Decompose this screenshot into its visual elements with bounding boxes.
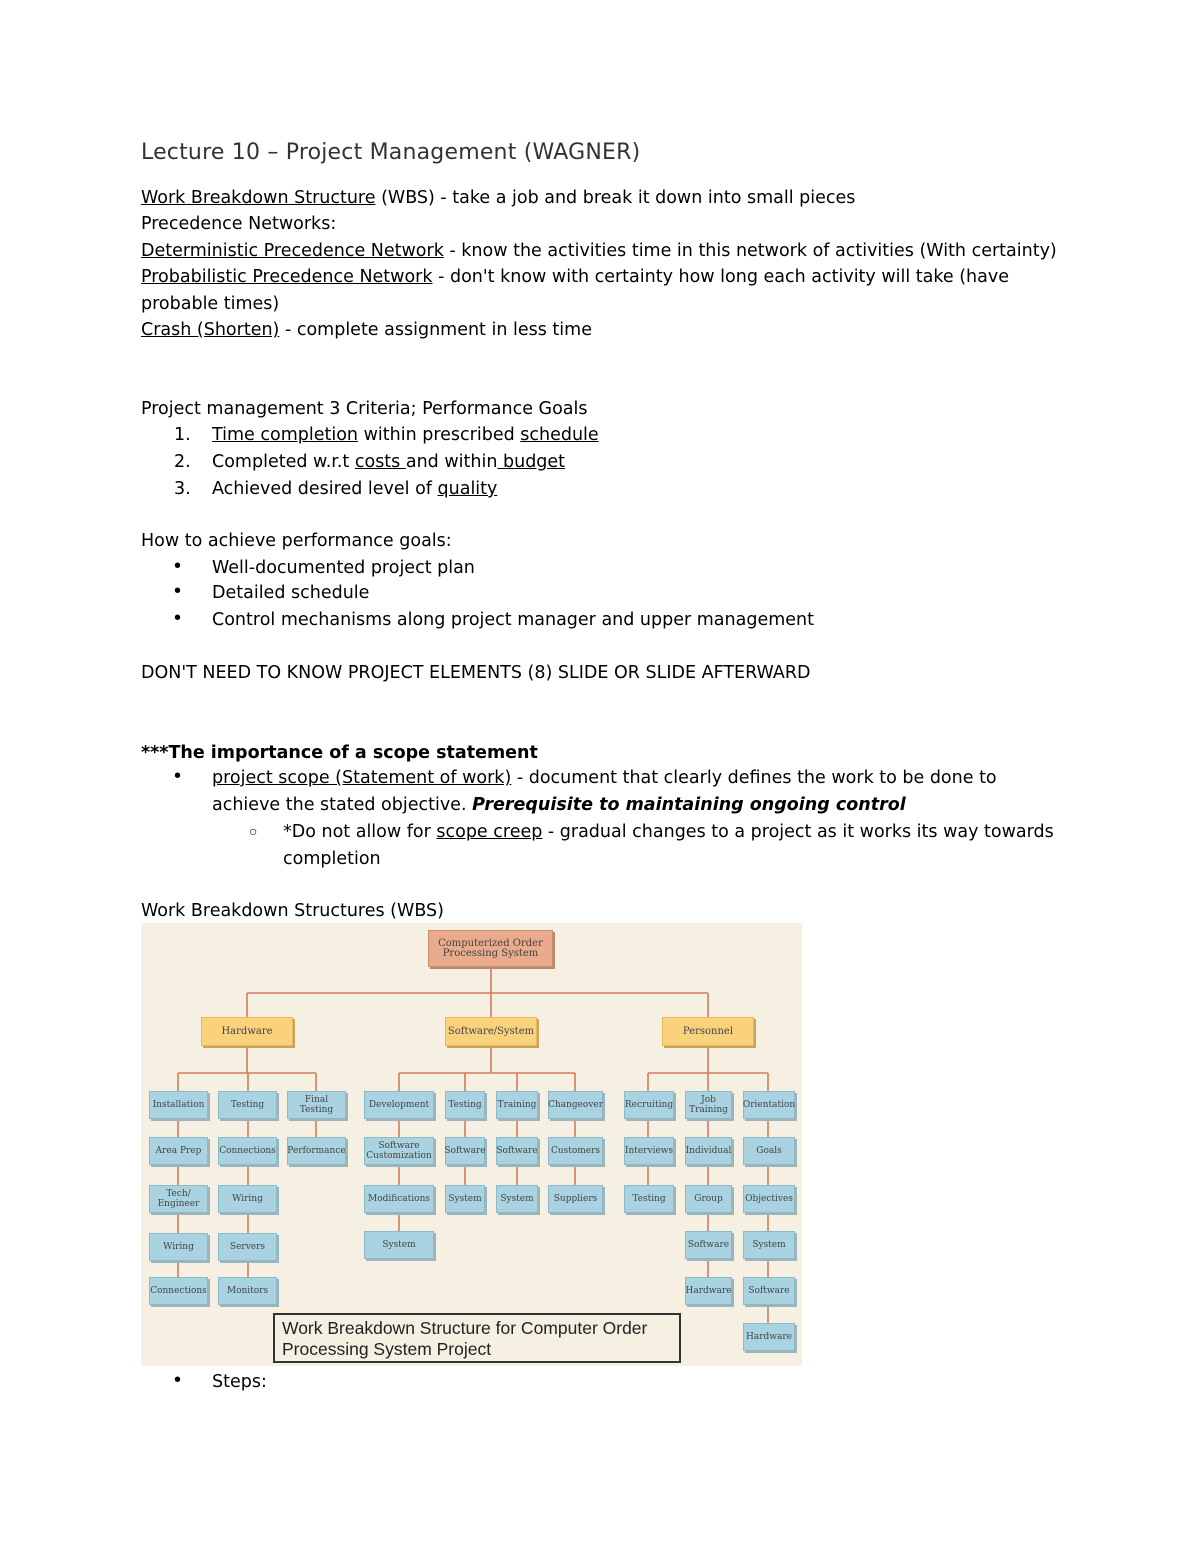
crash-term: Crash (Shorten) xyxy=(141,320,280,340)
wbs-node: Development xyxy=(364,1091,434,1119)
criteria-text: within prescribed xyxy=(358,425,521,445)
wbs-node: Performance xyxy=(287,1137,346,1165)
bullet-icon: • xyxy=(174,580,182,602)
wbs-node: Individual xyxy=(685,1137,732,1165)
scope-creep-continued: completion xyxy=(283,849,381,869)
wbs-node: System xyxy=(743,1231,795,1259)
criteria-item xyxy=(212,449,565,475)
probabilistic-text: - don't know with certainty how long each activity will take (have xyxy=(432,267,1009,287)
wbs-node: Monitors xyxy=(218,1277,277,1305)
wbs-node: Customers xyxy=(548,1137,603,1165)
probabilistic-definition xyxy=(141,264,1009,290)
note-text: DON'T NEED TO KNOW PROJECT ELEMENTS (8) SLIDE OR SLIDE AFTERWARD xyxy=(141,663,811,683)
wbs-node-personnel: Personnel xyxy=(662,1017,754,1046)
criteria-number: 2. xyxy=(174,452,191,472)
wbs-node: Job Training xyxy=(685,1091,732,1119)
wbs-node: Hardware xyxy=(743,1323,795,1351)
wbs-node: System xyxy=(496,1185,538,1213)
bullet-icon: • xyxy=(174,607,182,629)
scope-item-continued xyxy=(212,792,906,818)
probabilistic-term: Probabilistic Precedence Network xyxy=(141,267,433,287)
steps-item: Steps: xyxy=(212,1372,267,1392)
deterministic-definition xyxy=(141,238,1057,264)
wbs-diagram xyxy=(141,923,802,1366)
criteria-text: Completed w.r.t xyxy=(212,452,355,472)
crash-text: - complete assignment in less time xyxy=(279,320,592,340)
wbs-node: Group xyxy=(685,1185,732,1213)
scope-text: achieve the stated objective. xyxy=(212,795,473,815)
wbs-node: Software xyxy=(496,1137,538,1165)
crash-definition xyxy=(141,317,592,343)
scope-creep-term: scope creep xyxy=(436,822,543,842)
criteria-text: Achieved desired level of xyxy=(212,479,438,499)
achieve-item: Control mechanisms along project manager and upper management xyxy=(212,610,814,630)
scope-creep-text: *Do not allow for xyxy=(283,822,437,842)
bullet-icon: • xyxy=(174,765,182,787)
criteria-term: schedule xyxy=(520,425,599,445)
wbs-node: System xyxy=(445,1185,485,1213)
criteria-number: 1. xyxy=(174,425,191,445)
wbs-node: Interviews xyxy=(624,1137,674,1165)
wbs-node: System xyxy=(364,1231,434,1259)
wbs-node: Connections xyxy=(149,1277,208,1305)
criteria-text: and within xyxy=(405,452,498,472)
wbs-node: Software xyxy=(445,1137,485,1165)
wbs-node: Connections xyxy=(218,1137,277,1165)
precedence-heading: Precedence Networks: xyxy=(141,214,337,234)
wbs-node: Recruiting xyxy=(624,1091,674,1119)
wbs-node: Suppliers xyxy=(548,1185,603,1213)
scope-text: - document that clearly defines the work to be done to xyxy=(511,768,997,788)
criteria-number: 3. xyxy=(174,479,191,499)
criteria-item xyxy=(212,476,497,502)
wbs-node: Testing xyxy=(218,1091,277,1119)
achieve-item: Detailed schedule xyxy=(212,583,370,603)
scope-creep-text: - gradual changes to a project as it works its way towards xyxy=(542,822,1054,842)
scope-emphasis: Prerequisite to maintaining ongoing control xyxy=(472,795,906,815)
deterministic-text: - know the activities time in this network of activities (With certainty) xyxy=(443,241,1057,261)
wbs-node: Software xyxy=(685,1231,732,1259)
wbs-node: Objectives xyxy=(743,1185,795,1213)
wbs-node: Training xyxy=(496,1091,538,1119)
wbs-node: Testing xyxy=(445,1091,485,1119)
wbs-node-hardware: Hardware xyxy=(201,1017,293,1046)
wbs-root-node: Computerized Order Processing System xyxy=(428,930,553,967)
wbs-node: Modifications xyxy=(364,1185,434,1213)
wbs-node: Testing xyxy=(624,1185,674,1213)
wbs-node: Changeover xyxy=(548,1091,603,1119)
criteria-heading: Project management 3 Criteria; Performance Goals xyxy=(141,399,588,419)
wbs-node: Software Customization xyxy=(364,1137,434,1165)
wbs-node: Servers xyxy=(218,1233,277,1261)
wbs-node: Wiring xyxy=(149,1233,208,1261)
criteria-term: Time completion xyxy=(212,425,359,445)
deterministic-term: Deterministic Precedence Network xyxy=(141,241,444,261)
bullet-icon: • xyxy=(174,555,182,577)
wbs-node: Final Testing xyxy=(287,1091,346,1119)
wbs-heading: Work Breakdown Structures (WBS) xyxy=(141,901,444,921)
scope-heading: ***The importance of a scope statement xyxy=(141,743,538,763)
page-title: Lecture 10 – Project Management (WAGNER) xyxy=(141,140,641,165)
wbs-definition-text: (WBS) - take a job and break it down into small pieces xyxy=(375,188,856,208)
wbs-definition xyxy=(141,185,855,211)
circle-bullet-icon: ○ xyxy=(249,823,258,839)
criteria-term: costs xyxy=(354,452,406,472)
criteria-term: quality xyxy=(437,479,498,499)
wbs-node-software: Software/System xyxy=(445,1017,537,1046)
bullet-icon: • xyxy=(174,1369,182,1391)
wbs-node: Installation xyxy=(149,1091,208,1119)
wbs-node: Wiring xyxy=(218,1185,277,1213)
wbs-node: Software xyxy=(743,1277,795,1305)
probabilistic-continued: probable times) xyxy=(141,294,280,314)
scope-creep-item xyxy=(283,819,1063,845)
criteria-item xyxy=(212,422,599,448)
wbs-caption: Work Breakdown Structure for Computer Order Processing System Project xyxy=(273,1313,681,1363)
criteria-term: budget xyxy=(497,452,566,472)
achieve-item: Well-documented project plan xyxy=(212,558,475,578)
wbs-node: Tech/ Engineer xyxy=(149,1185,208,1213)
achieve-heading: How to achieve performance goals: xyxy=(141,531,452,551)
wbs-node: Goals xyxy=(743,1137,795,1165)
wbs-term: Work Breakdown Structure xyxy=(141,188,376,208)
scope-term: project scope (Statement of work) xyxy=(212,768,512,788)
wbs-node: Hardware xyxy=(685,1277,732,1305)
wbs-node: Orientation xyxy=(743,1091,795,1119)
wbs-node: Area Prep xyxy=(149,1137,208,1165)
scope-item xyxy=(212,765,997,791)
